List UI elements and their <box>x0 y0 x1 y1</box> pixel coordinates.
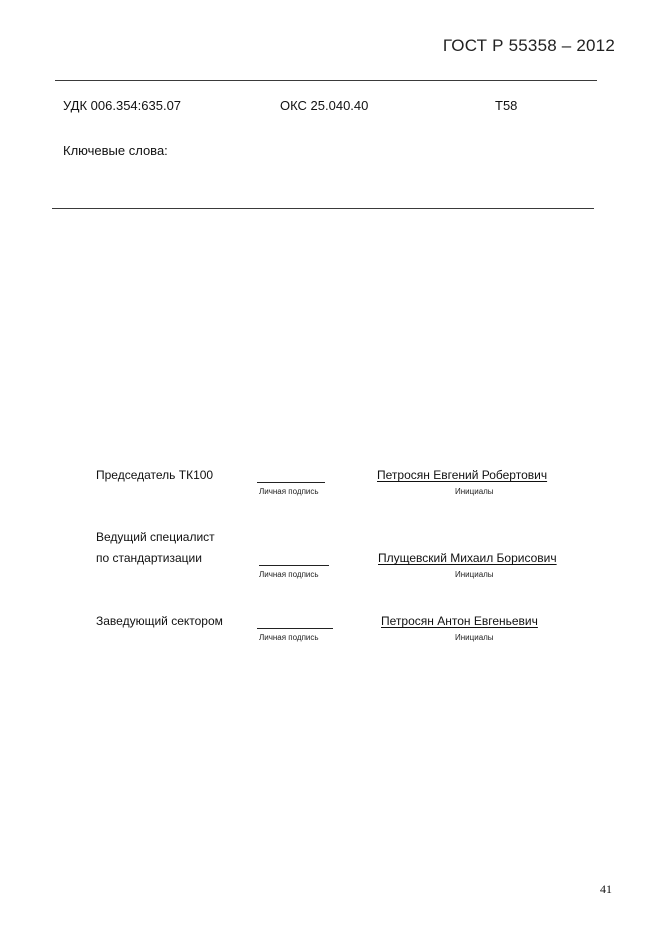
initials-caption: Инициалы <box>455 633 494 642</box>
signature-line <box>259 565 329 566</box>
initials-caption: Инициалы <box>455 487 494 496</box>
bottom-divider <box>52 208 594 209</box>
signatory-name: Петросян Антон Евгеньевич <box>381 614 538 628</box>
oks-code: ОКС 25.040.40 <box>280 98 369 113</box>
signatory-name: Петросян Евгений Робертович <box>377 468 548 482</box>
signature-line <box>257 482 325 483</box>
document-standard-id: ГОСТ Р 55358 – 2012 <box>442 36 615 55</box>
signature-caption: Личная подпись <box>259 633 319 642</box>
signatory-role-line2: по стандартизации <box>96 551 202 565</box>
page-number: 41 <box>600 882 612 896</box>
initials-caption: Инициалы <box>455 570 494 579</box>
signatory-role: Председатель ТК100 <box>96 468 214 482</box>
signatory-role: Заведующий сектором <box>96 614 223 628</box>
signature-caption: Личная подпись <box>259 570 319 579</box>
signature-line <box>257 628 333 629</box>
signatory-name: Плущевский Михаил Борисович <box>378 551 557 565</box>
keywords-label: Ключевые слова: <box>63 143 168 158</box>
signature-caption: Личная подпись <box>259 487 319 496</box>
classification-code: Т58 <box>495 98 518 113</box>
signatory-role: Ведущий специалист <box>96 530 215 544</box>
udk-code: УДК 006.354:635.07 <box>63 98 182 113</box>
top-divider <box>55 80 597 81</box>
